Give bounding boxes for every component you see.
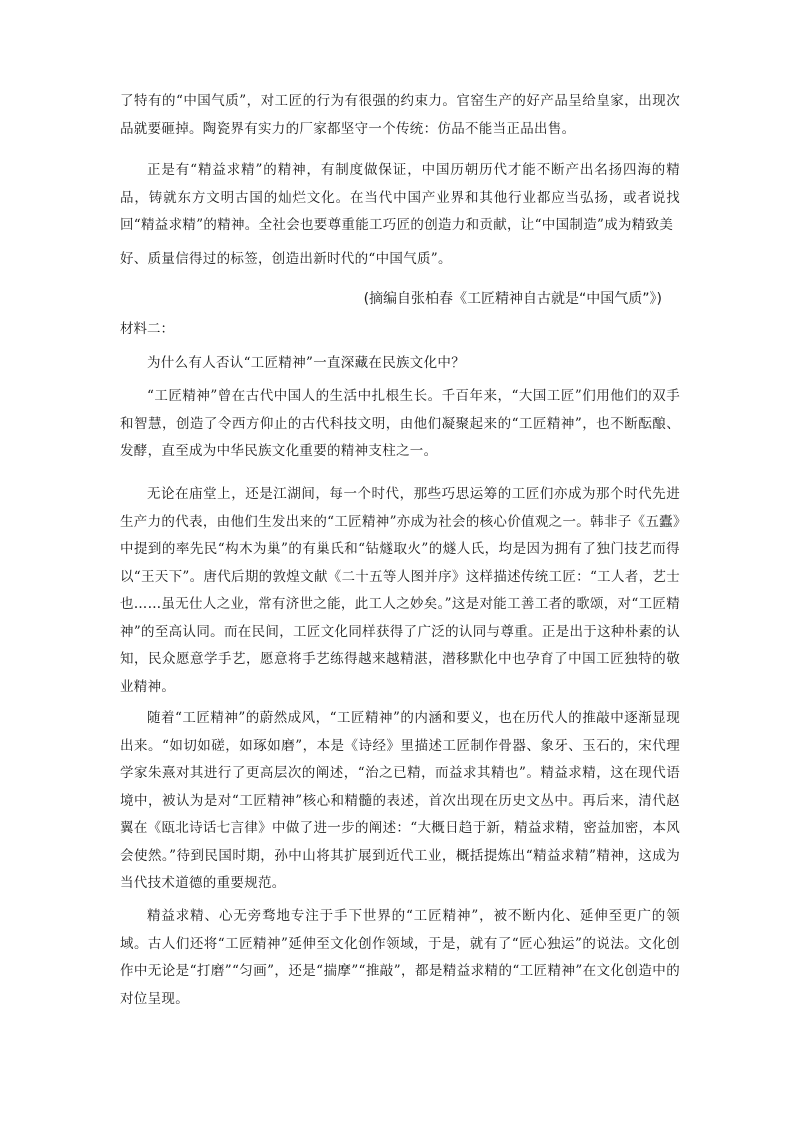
paragraph-2: 正是有“精益求精”的精神，有制度做保证，中国历朝历代才能不断产出名扬四海的精品，铸就东方文明古国的灿烂文化。在当代中国产业界和其他行业都应当弘扬，或者说找回“精益求精”的精神。全社会也要尊重能工巧匠的创造力和贡献，让“中国制造”成为精致美 xyxy=(120,162,680,233)
paragraph-3: “工匠精神”曾在古代中国人的生活中扎根生长。千百年来，“大国工匠”们用他们的双手和智慧，创造了令西方仰止的古代科技文明，由他们凝聚起来的“工匠精神”，也不断酝酿、发酵，直至成为中华民族文化重要的精神支柱之一。 xyxy=(120,388,680,459)
paragraph-1: 了特有的“中国气质”，对工匠的行为有很强的约束力。官窑生产的好产品呈给皇家，出现次品就要砸掉。陶瓷界有实力的厂家都坚守一个传统：仿品不能当正品出售。 xyxy=(120,93,680,137)
paragraph-5: 随着“工匠精神”的蔚然成风，“工匠精神”的内涵和要义，也在历代人的推敲中逐渐显现出来。“如切如磋，如琢如磨”，本是《诗经》里描述工匠制作骨器、象牙、玉石的，宋代理学家朱熹对其进行了更高层次的阐述，“治之已精，而益求其精也”。精益求精，这在现代语境中，被认为是对“工匠精神”核心和精髓的表述，首次出现在历史文丛中。再后来，清代赵翼在《瓯北诗话七言律》中做了进一步的阐述：“大概日趋于新，精益求精，密益加密，本风会使然。”待到民国时期，孙中山将其扩展到近代工业，概括提炼出“精益求精”精神，这成为当代技术道德的重要规范。 xyxy=(120,710,680,891)
material-two-label: 材料二： xyxy=(120,321,174,337)
question-line: 为什么有人否认“工匠精神”一直深藏在民族文化中？ xyxy=(147,355,466,371)
paragraph-6: 精益求精、心无旁骛地专注于手下世界的“工匠精神”，被不断内化、延伸至更广的领域。古人们还将“工匠精神”延伸至文化创作领域，于是，就有了“匠心独运”的说法。文化创作中无论是“打磨”“匀画”，还是“揣摩”“推敲”，都是精益求精的“工匠精神”在文化创造中的对位呈现。 xyxy=(120,908,680,1007)
paragraph-4: 无论在庙堂上，还是江湖间，每一个时代，那些巧思运筹的工匠们亦成为那个时代先进生产力的代表，由他们生发出来的“工匠精神”亦成为社会的核心价值观之一。韩非子《五蠹》中提到的率先民“构木为巢”的有巢氏和“钻燧取火”的燧人氏，均是因为拥有了独门技艺而得以“王天下”。唐代后期的敦煌文献《二十五等人图并序》这样描述传统工匠：“工人者，艺士也……虽无仕人之业，常有济世之能，此工人之妙矣。”这是对能工善工者的歌颂，对“工匠精神”的至高认同。而在民间，工匠文化同样获得了广泛的认同与尊重。正是出于这种朴素的认知，民众愿意学手艺，愿意将手艺练得越来越精湛，潜移默化中也孕育了中国工匠独特的敬业精神。 xyxy=(120,486,680,695)
paragraph-2-continuation: 好、质量信得过的标签，创造出新时代的“中国气质”。 xyxy=(120,251,452,267)
source-citation: (摘编自张柏春《工匠精神自古就是“中国气质”》) xyxy=(363,291,662,307)
